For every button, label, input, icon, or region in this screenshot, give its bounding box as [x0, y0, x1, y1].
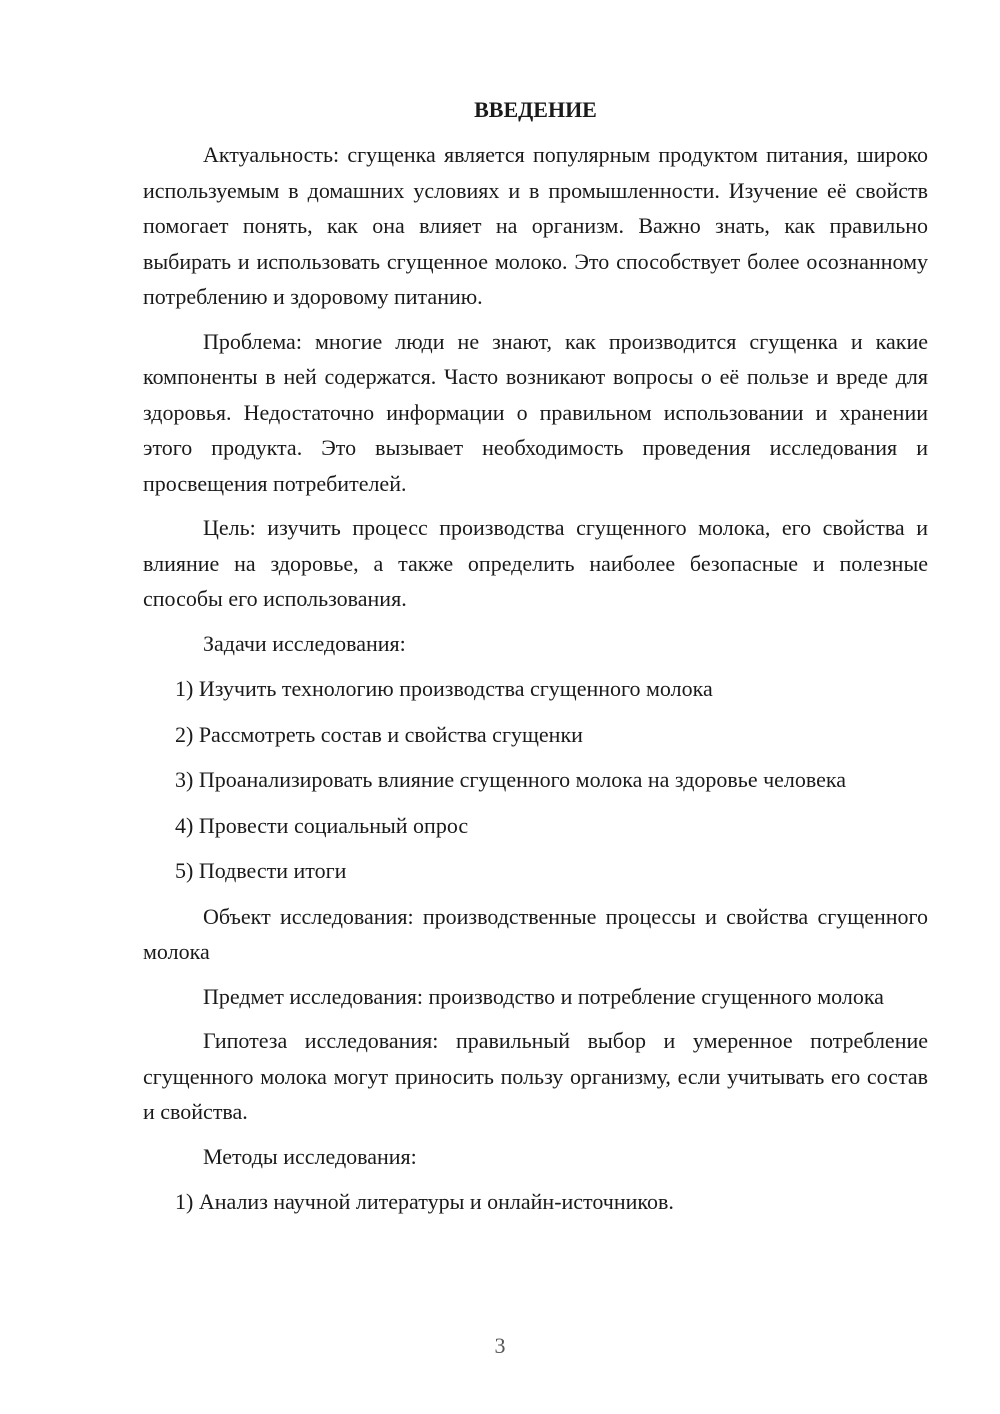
object-paragraph: Объект исследования: производственные процессы и свойства сгущенного молока	[143, 903, 928, 964]
goal-paragraph: Цель: изучить процесс производства сгущенного молока, его свойства и влияние на здоровье, а также определить наиболее безопасные и полезные способы его использования.	[143, 515, 928, 611]
page-number: 3	[494, 1333, 506, 1358]
task-item: 5) Подвести итоги	[175, 858, 347, 883]
problem-paragraph: Проблема: многие люди не знают, как производится сгущенка и какие компоненты в ней содержатся. Часто возникают вопросы о её пользе и вреде для здоровья. Недостаточно информации о правильном использовании и хранении этого продукта. Это вызывает необходимость проведения исследования и просвещения потребителей.	[143, 328, 928, 496]
subject-paragraph: Предмет исследования: производство и потребление сгущенного молока	[203, 983, 884, 1009]
task-item: 1) Изучить технологию производства сгущенного молока	[175, 676, 713, 701]
hypothesis-paragraph: Гипотеза исследования: правильный выбор и умеренное потребление сгущенного молока могут приносить пользу организму, если учитывать его состав и свойства.	[143, 1028, 928, 1124]
relevance-paragraph: Актуальность: сгущенка является популярным продуктом питания, широко используемым в домашних условиях и в промышленности. Изучение её свойств помогает понять, как она влияет на организм. Важно знать, как правильно выбирать и использовать сгущенное молоко. Это способствует более осознанному потреблению и здоровому питанию.	[143, 142, 928, 309]
task-item: 3) Проанализировать влияние сгущенного молока на здоровье человека	[175, 767, 847, 792]
task-item: 4) Провести социальный опрос	[175, 812, 469, 838]
tasks-heading: Задачи исследования:	[203, 630, 406, 656]
document-page	[143, 95, 928, 1230]
page-title: ВВЕДЕНИЕ	[474, 97, 597, 122]
task-item: 2) Рассмотреть состав и свойства сгущенки	[175, 721, 583, 747]
method-item: 1) Анализ научной литературы и онлайн-источников.	[175, 1189, 674, 1214]
methods-heading: Методы исследования:	[203, 1143, 417, 1169]
